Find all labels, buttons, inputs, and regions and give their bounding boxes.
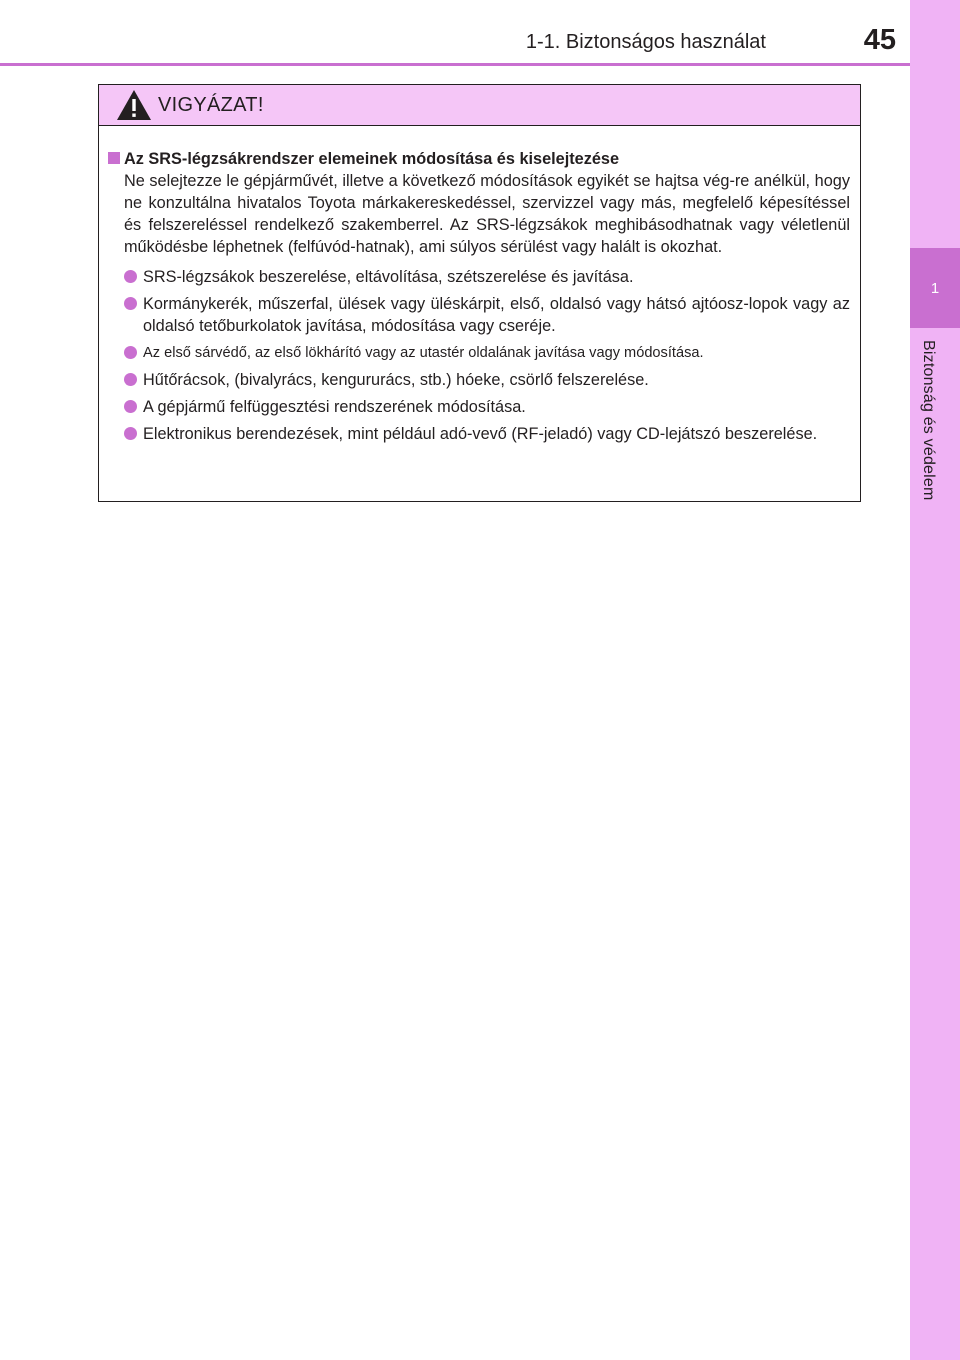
header-divider (0, 63, 910, 66)
circle-bullet-icon (124, 427, 137, 440)
side-tab-chapter-number: 1 (910, 248, 960, 328)
list-item (124, 396, 850, 418)
caution-body (99, 126, 860, 445)
bullet-list (108, 266, 850, 445)
list-item (124, 266, 850, 288)
side-tab (910, 0, 960, 1360)
list-item-text: SRS-légzsákok beszerelése, eltávolítása, szétszerelése és javítása. (143, 268, 634, 286)
circle-bullet-icon (124, 297, 137, 310)
section-paragraph: Ne selejtezze le gépjárművét, illetve a következő módosítások egyikét se hajtsa vég-re anélkül, hogy ne konzultálna hivatalos Toyota márkakereskedéssel, szervizzel vagy más, megfelelő képesítéssel és felszereléssel rendelkező szakemberrel. Az SRS-légzsákok meghibásodhatnak vagy véletlenül működésbe léphetnek (felfúvód-hatnak), ami súlyos sérülést vagy halált is okozhat. (124, 172, 850, 256)
page-number: 45 (863, 24, 896, 56)
side-tab-chapter-title: Biztonság és védelem (920, 340, 937, 501)
list-item (124, 293, 850, 337)
square-bullet-icon (108, 152, 120, 164)
circle-bullet-icon (124, 270, 137, 283)
list-item-text: Elektronikus berendezések, mint például adó-vevő (RF-jeladó) vagy CD-lejátszó beszerelése. (143, 425, 818, 443)
list-item-text: Az első sárvédő, az első lökhárító vagy az utastér oldalának javítása vagy módosítása. (143, 345, 704, 361)
section-title: Az SRS-légzsákrendszer elemeinek módosítása és kiselejtezése (124, 150, 620, 168)
circle-bullet-icon (124, 346, 137, 359)
circle-bullet-icon (124, 400, 137, 413)
section-heading (108, 148, 850, 170)
list-item-text: Kormánykerék, műszerfal, ülések vagy üléskárpit, első, oldalsó vagy hátsó ajtóosz-lopok vagy az oldalsó tetőburkolatok javítása, módosítása vagy cseréje. (143, 295, 850, 335)
caution-box (98, 84, 861, 502)
caution-header (99, 85, 860, 126)
list-item-text: Hűtőrácsok, (bivalyrács, kengururács, stb.) hóeke, csörlő felszerelése. (143, 371, 649, 389)
list-item-text: A gépjármű felfüggesztési rendszerének módosítása. (143, 398, 526, 416)
caution-title: VIGYÁZAT! (158, 93, 264, 116)
circle-bullet-icon (124, 373, 137, 386)
list-item (124, 423, 850, 445)
header-section-title: 1-1. Biztonságos használat (525, 31, 766, 53)
list-item (124, 342, 850, 364)
list-item (124, 369, 850, 391)
warning-triangle-icon (116, 89, 152, 121)
